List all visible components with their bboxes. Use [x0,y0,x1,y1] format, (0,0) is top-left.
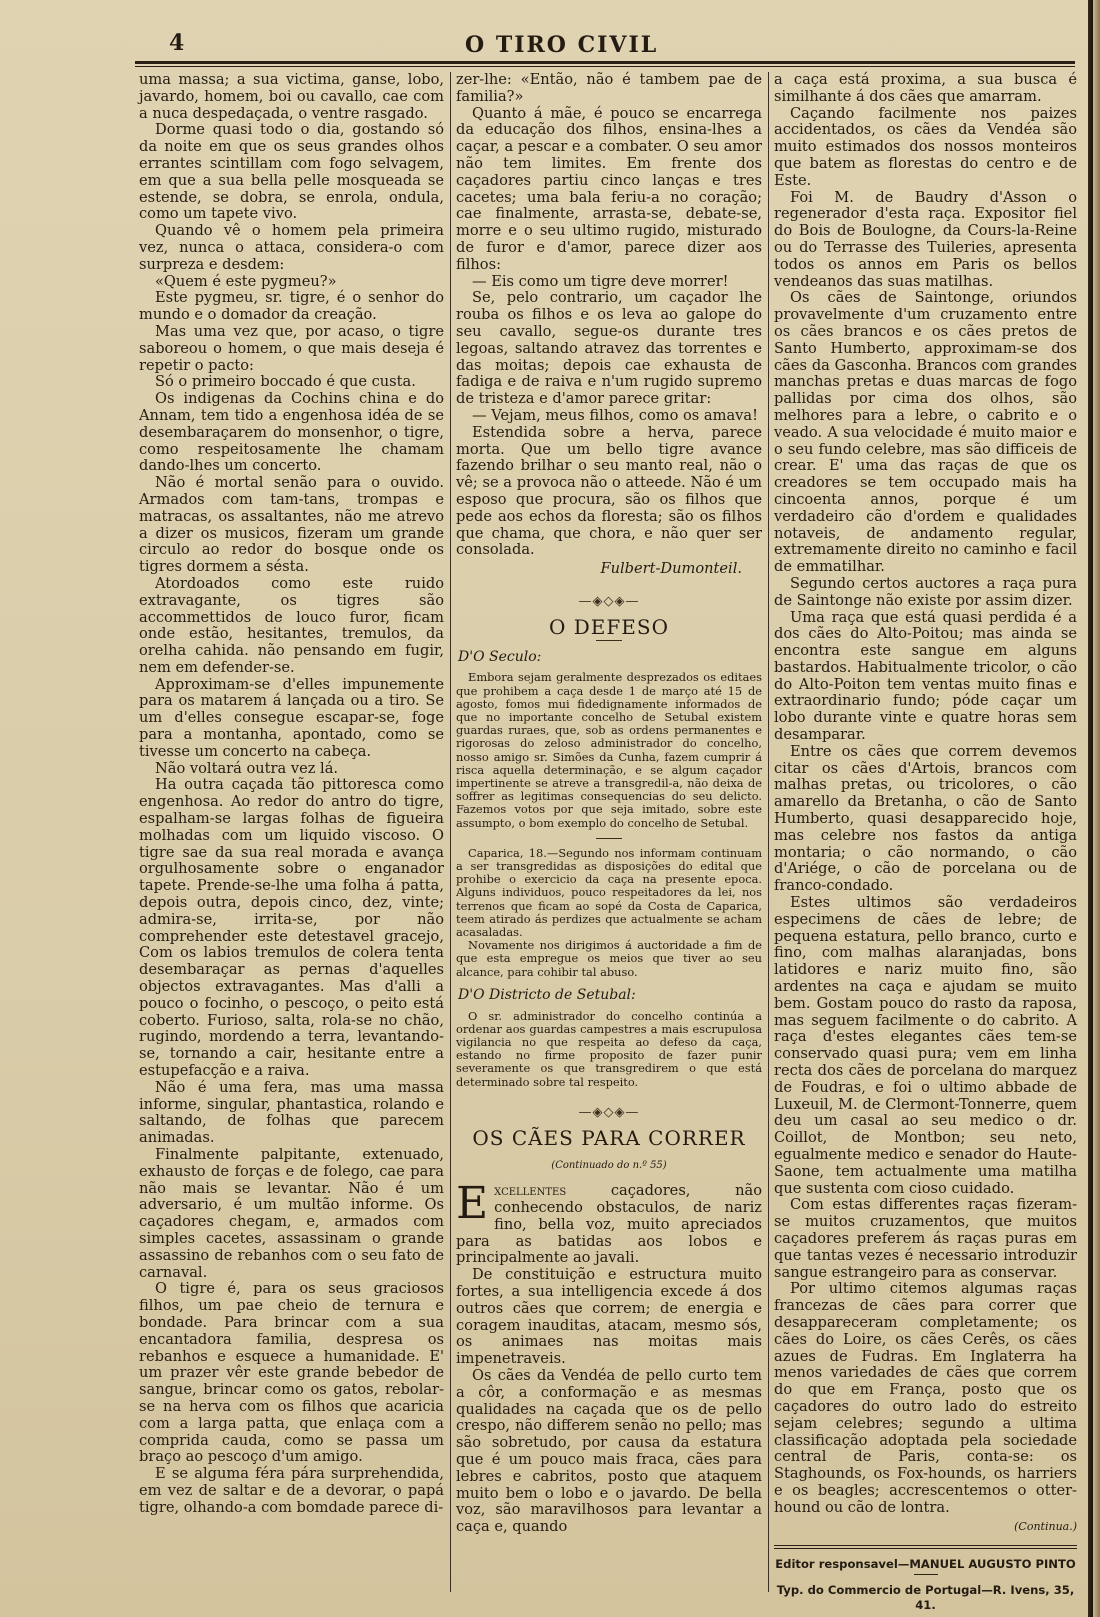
masthead-title: O TIRO CIVIL [465,32,659,58]
drop-cap: E [456,1178,489,1230]
paragraph: «Quem é este pygmeu?» [155,272,337,290]
ornament-divider: —◈◇◈— [578,1104,640,1120]
section-title-caes: OS CÃES PARA CORRER [472,1125,746,1150]
source-label: D'O Districto de Setubal: [458,986,636,1003]
imprint-dash [914,1574,938,1575]
paragraph: Os cães de Saintonge, oriundos provavelmente d'um cruzamento entre os cães brancos e os cães pretos de Santo Humberto, approximam-se dos cães da Gasconha. Brancos com grandes manchas pretas e duas marcas de fogo pallidas por cima dos olhos, são melhores para a lebre, o cabrito e o veado. A sua velocidade é muito maior e o seu fundo celebre, mas são difficeis de crear. E' uma das raças de que os creadores se tem occupado mais ha cincoenta annos, porque é um verdadeiro cão d'ordem e qualidades notaveis, de andamento regular, extremamente direito no caminho e facil de emmatilhar. [774,289,1077,576]
paragraph: Com estas differentes raças fizeram-se muitos cruzamentos, que muitos caçadores preferem ás raças puras em que tantas vezes é necessario introduzir sangue estrangeiro para as conservar. [774,1196,1077,1281]
paragraph: Entre os cães que correm devemos citar os cães d'Artois, brancos com malhas pretas, ou tricolores, o cão amarello da Bretanha, o cão de Santo Humberto, quasi desapparecido hoje, mas celebre nos fastos da antiga montaria; o cão normando, o cão d'Ariége, o cão de porcelana ou de franco-condado. [774,742,1077,895]
page-number: 4 [169,30,185,56]
paragraph: Não é mortal senão para o ouvido. Armados com tam-tans, trompas e matracas, os assaltantes, não me atrevo a dizer os musicos, fizeram um grande circulo ao redor do bosque onde os tigres dormem a sésta. [139,474,444,576]
paragraph: Novamente nos dirigimos á auctoridade a fim de que esta empregue os meios que tiver ao seu alcance, para cohibir tal abuso. [456,938,762,979]
lead-text: caçadores, não conhecendo obstaculos, de nariz fino, bella voz, muito apreciados para as batidas aos lobos e principalmente ao javali. [456,1182,762,1267]
paragraph: Caparica, 18.—Segundo nos informam continuam a ser transgredidas as disposições do edital que prohibe o exercicio da caça na presente epoca. Alguns individuos, pouco respeitadores da lei, nos terrenos que ficam ao sopé da Costa de Caparica, teem atirado ás perdizes que actualmente se acham acasaladas. [456,845,762,939]
paragraph: Os indigenas da Cochins china e do Annam, tem tido a engenhosa idéa de se desembaraçarem do monsenhor, o tigre, como respeitosamente lhe chamam dando-lhes um concerto. [139,390,444,475]
header-rule [135,61,1075,67]
paragraph: Quando vê o homem pela primeira vez, nunca o attaca, considera-o com surpreza e desdem: [139,222,444,273]
paragraph: a caça está proxima, a sua busca é similhante á dos cães que amarram. [774,71,1077,105]
paragraph: Estendida sobre a herva, parece morta. Que um bello tigre avance fazendo brilhar o seu manto real, não o vê; se a provoca não o atteede. Não é um esposo que procura, são os filhos que pede aos echos da floresta; são os filhos que chama, que chora, e não quer ser consolada. [456,423,762,559]
paragraph: Estes ultimos são verdadeiros especimens de cães de lebre; de pequena estatura, pello branco, curto e fino, com malhas alaranjadas, bons latidores e nariz muito fino, são ardentes na caça e ajudam se muito bem. Gostam pouco do rasto da raposa, mas seguem facilmente o do cabrito. A raça d'estes elegantes cães tem-se conservado quasi pura; vem em linha recta dos cães de porcelana do marquez de Foudras, e foi o ultimo abbade de Luxeuil, M. de Clermont-Tonnerre, quem deu um casal ao seu medico o dr. Coillot, de Montbon; seu neto, egualmente medico e senador do Haute-Saone, tem actualmente uma matilha que sustenta com cioso cuidado. [774,894,1077,1197]
paragraph: Os cães da Vendéa de pello curto tem a côr, a conformação e as mesmas qualidades na caçada que os de pello crespo, não differem senão no pello; mas são sobretudo, por causa da estatura que é um pouco mais fraca, cães para lebres e cabritos, posto que ataquem muito bem o lobo e o javardo. De bella voz, são maravilhosos para levantar a caça e, quando [456,1366,762,1536]
paragraph: Atordoados como este ruido extravagante, os tigres são accommettidos de louco furor, ficam onde estão, hesitantes, tremulos, da orelha cahida. não pensando em fugir, nem em defender-se. [139,574,444,676]
paragraph: Só o primeiro boccado é que custa. [155,373,416,391]
paragraph: Finalmente palpitante, extenuado, exhausto de forças e de folego, cae para não mais se levantar. Não é um adversario, é um multão informe. Os caçadores chegam, e, armados com simples cacetes, assassinam o grande assassino de rebanhos com o seu fato de carnaval. [139,1146,444,1281]
column-rule [768,72,769,1592]
paragraph: Este pygmeu, sr. tigre, é o senhor do mundo e o domador da creação. [139,289,444,324]
paragraph: uma massa; a sua victima, ganse, lobo, javardo, homem, boi ou cavallo, cae com a nuca despedaçada, o ventre rasgado. [139,71,444,122]
paragraph: — Vejam, meus filhos, como os amava! [472,406,758,424]
paragraph: O sr. administrador do concelho continúa a ordenar aos guardas campestres a mais escrupulosa vigilancia no que respeita ao defeso da caça, estando no firme proposito de fazer punir severamente os que transgredirem o que está determinado sobre tal respeito. [456,1008,762,1089]
paragraph: Segundo certos auctores a raça pura de Saintonge não existe por assim dizer. [774,574,1077,609]
paragraph: Foi M. de Baudry d'Asson o regenerador d'esta raça. Expositor fiel do Bois de Boulogne, da Cours-la-Reine ou do Terrasse des Tuileries, apresenta todos os annos em Paris os bellos vendeanos das suas matilhas. [774,188,1077,290]
paragraph: Se, pelo contrario, um caçador lhe rouba os filhos e os leva ao galope do seu cavallo, segue-os durante tres legoas, saltando atravez das torrentes e das moitas; depois cae exhausta de fadiga e de raiva e n'um rugido supremo de tristeza e d'amor parece gritar: [456,289,762,408]
author-signature: Fulbert-Dumonteil. [600,560,742,578]
paragraph: Caçando facilmente nos paizes accidentados, os cães da Vendéa são muito estimados dos nossos monteiros que batem as florestas do centro e de Este. [774,104,1077,189]
lead-small-caps: xcellentes [494,1182,567,1200]
paragraph: Ha outra caçada tão pittoresca como engenhosa. Ao redor do antro do tigre, espalham-se largas folhas de figueira molhadas com um liquido viscoso. O tigre sae da sua real morada e avança orgulhosamente sobre o enganador tapete. Prende-se-lhe uma folha á patta, depois outra, depois cinco, dez, vinte; admira-se, irrita-se, por não comprehender este detestavel gracejo, Com os labios tremulos de colera tenta desembaraçar as pernas d'aquelles objectos extravagantes. Mas d'alli a pouco o focinho, o pescoço, o peito está coberto. Furioso, salta, rola-se no chão, rugindo, mordendo a terra, levantando-se, tornando a cair, hesitante entre a estupefacção e a raiva. [139,776,444,1080]
ornament-divider: —◈◇◈— [578,593,640,609]
small-text-block [456,671,762,829]
imprint-rule [774,1545,1077,1549]
paragraph: Por ultimo citemos algumas raças francezas de cães para correr que desappareceram completamente; os cães do Loire, os cães Cerês, os cães azues de Fudras. Em Inglaterra ha menos variedades de cães que correm do que em França, posto que os caçadores do outro lado do estreito sejam celebres; segundo a ultima classificação adoptada pela sociedade central de Paris, conta-se: os Staghounds, os Fox-hounds, os harriers e os beagles; accrescentemos o otter-hound ou cão de lontra. [774,1280,1077,1516]
continued-note: (Continuado do n.º 55) [551,1160,667,1172]
title-rule [596,640,622,641]
small-text-block [456,1010,762,1089]
paragraph: zer-lhe: «Então, não é tambem pae de familia?» [456,71,762,105]
column-rule [450,72,451,1592]
editor-line: Editor responsavel—MANUEL AUGUSTO PINTO [775,1557,1076,1572]
printer-line: Typ. do Commercio de Portugal—R. Ivens, 35, 41. [776,1583,1075,1613]
small-text-block [456,847,762,979]
paragraph: E se alguma féra pára surprehendida, em vez de saltar e de a devorar, o papá tigre, olhando-a com bomdade parece di- [139,1465,444,1516]
section-title-defeso: O DEFESO [549,614,669,639]
paragraph: Embora sejam geralmente desprezados os editaes que prohibem a caça desde 1 de março até 15 de agosto, fomos mui fidedignamente informados de que no importante concelho de Setubal existem guardas ruraes, que, sob as ordens permanentes e rigorosas do zeloso administrador do concelho, nosso amigo sr. Simões da Cunha, fazem cumprir á risca aquella determinação, e se algum caçador impertinente se atreve a transgredil-a, não deixa de soffrer as legitimas consequencias do seu delicto. Fazemos votos por que seja imitado, sobre este assumpto, o bom exemplo do concelho de Setubal. [456,670,762,830]
paragraph: Não é uma fera, mas uma massa informe, singular, phantastica, rolando e saltando, de folhas que parecem animadas. [139,1078,444,1147]
paragraph: Uma raça que está quasi perdida é a dos cães do Alto-Poitou; mas ainda se encontra este sangue em alguns bastardos. Habitualmente tricolor, o cão do Alto-Poiton tem ventas muito finas e extraordinario fundo; póde caçar um lobo durante vinte e quatre horas sem desamparar. [774,608,1077,744]
source-label: D'O Seculo: [458,648,542,665]
paragraph: — Eis como um tigre deve morrer! [472,272,729,290]
page-edge [1088,0,1100,1617]
paragraph: Não voltará outra vez lá. [155,759,339,777]
paragraph: Dorme quasi todo o dia, gostando só da noite em que os seus grandes olhos errantes scintillam com fogo selvagem, em que a sua bella pelle mosqueada se estende, se dobra, se enrola, ondula, como um tapete vivo. [139,121,444,223]
paragraph: Quanto á mãe, é pouco se encarrega da educação dos filhos, ensina-lhes a caçar, a pescar e a combater. O seu amor não tem limites. Em frente dos caçadores partiu cinco lanças e tres cacetes; uma bala feriu-a no coração; cae finalmente, arrasta-se, debate-se, morre e o seu ultimo rugido, misturado de furor e d'amor, parece dizer aos filhos: [456,104,762,273]
paragraph: Mas uma vez que, por acaso, o tigre saboreou o homem, o que mais deseja é repetir o pacto: [139,322,444,374]
paragraph: O tigre é, para os seus graciosos filhos, um pae cheio de ternura e bondade. Para brincar com a sua encantadora familia, despresa os rebanhos e esquece a humanidade. E' um prazer vêr este grande bebedor de sangue, brincar como os gatos, rebolar-se na herva com os filhos que acaricia com a larga patta, que enlaça com a comprida cauda, como se passa um braço ao pescoço d'um amigo. [139,1280,444,1466]
column-2 [456,72,762,1597]
continua-note: (Continua.) [1014,1519,1077,1533]
column-1 [139,72,444,1597]
page-header [135,30,1075,60]
paragraph-lead [456,1178,762,1267]
column-3 [774,71,1077,1613]
paragraph: Approximam-se d'elles impunemente para os matarem á lançada ou a tiro. Se um d'elles consegue escapar-se, foge para a montanha, apontado, como se tivesse um concerto na cabeça. [139,675,444,760]
separator-rule [596,838,622,839]
paragraph: De constituição e estructura muito fortes, a sua intelligencia excede á dos outros cães que correm; de energia e coragem inauditas, atacam, mesmo sós, os animaes nas moitas mais impenetraveis. [456,1266,762,1368]
